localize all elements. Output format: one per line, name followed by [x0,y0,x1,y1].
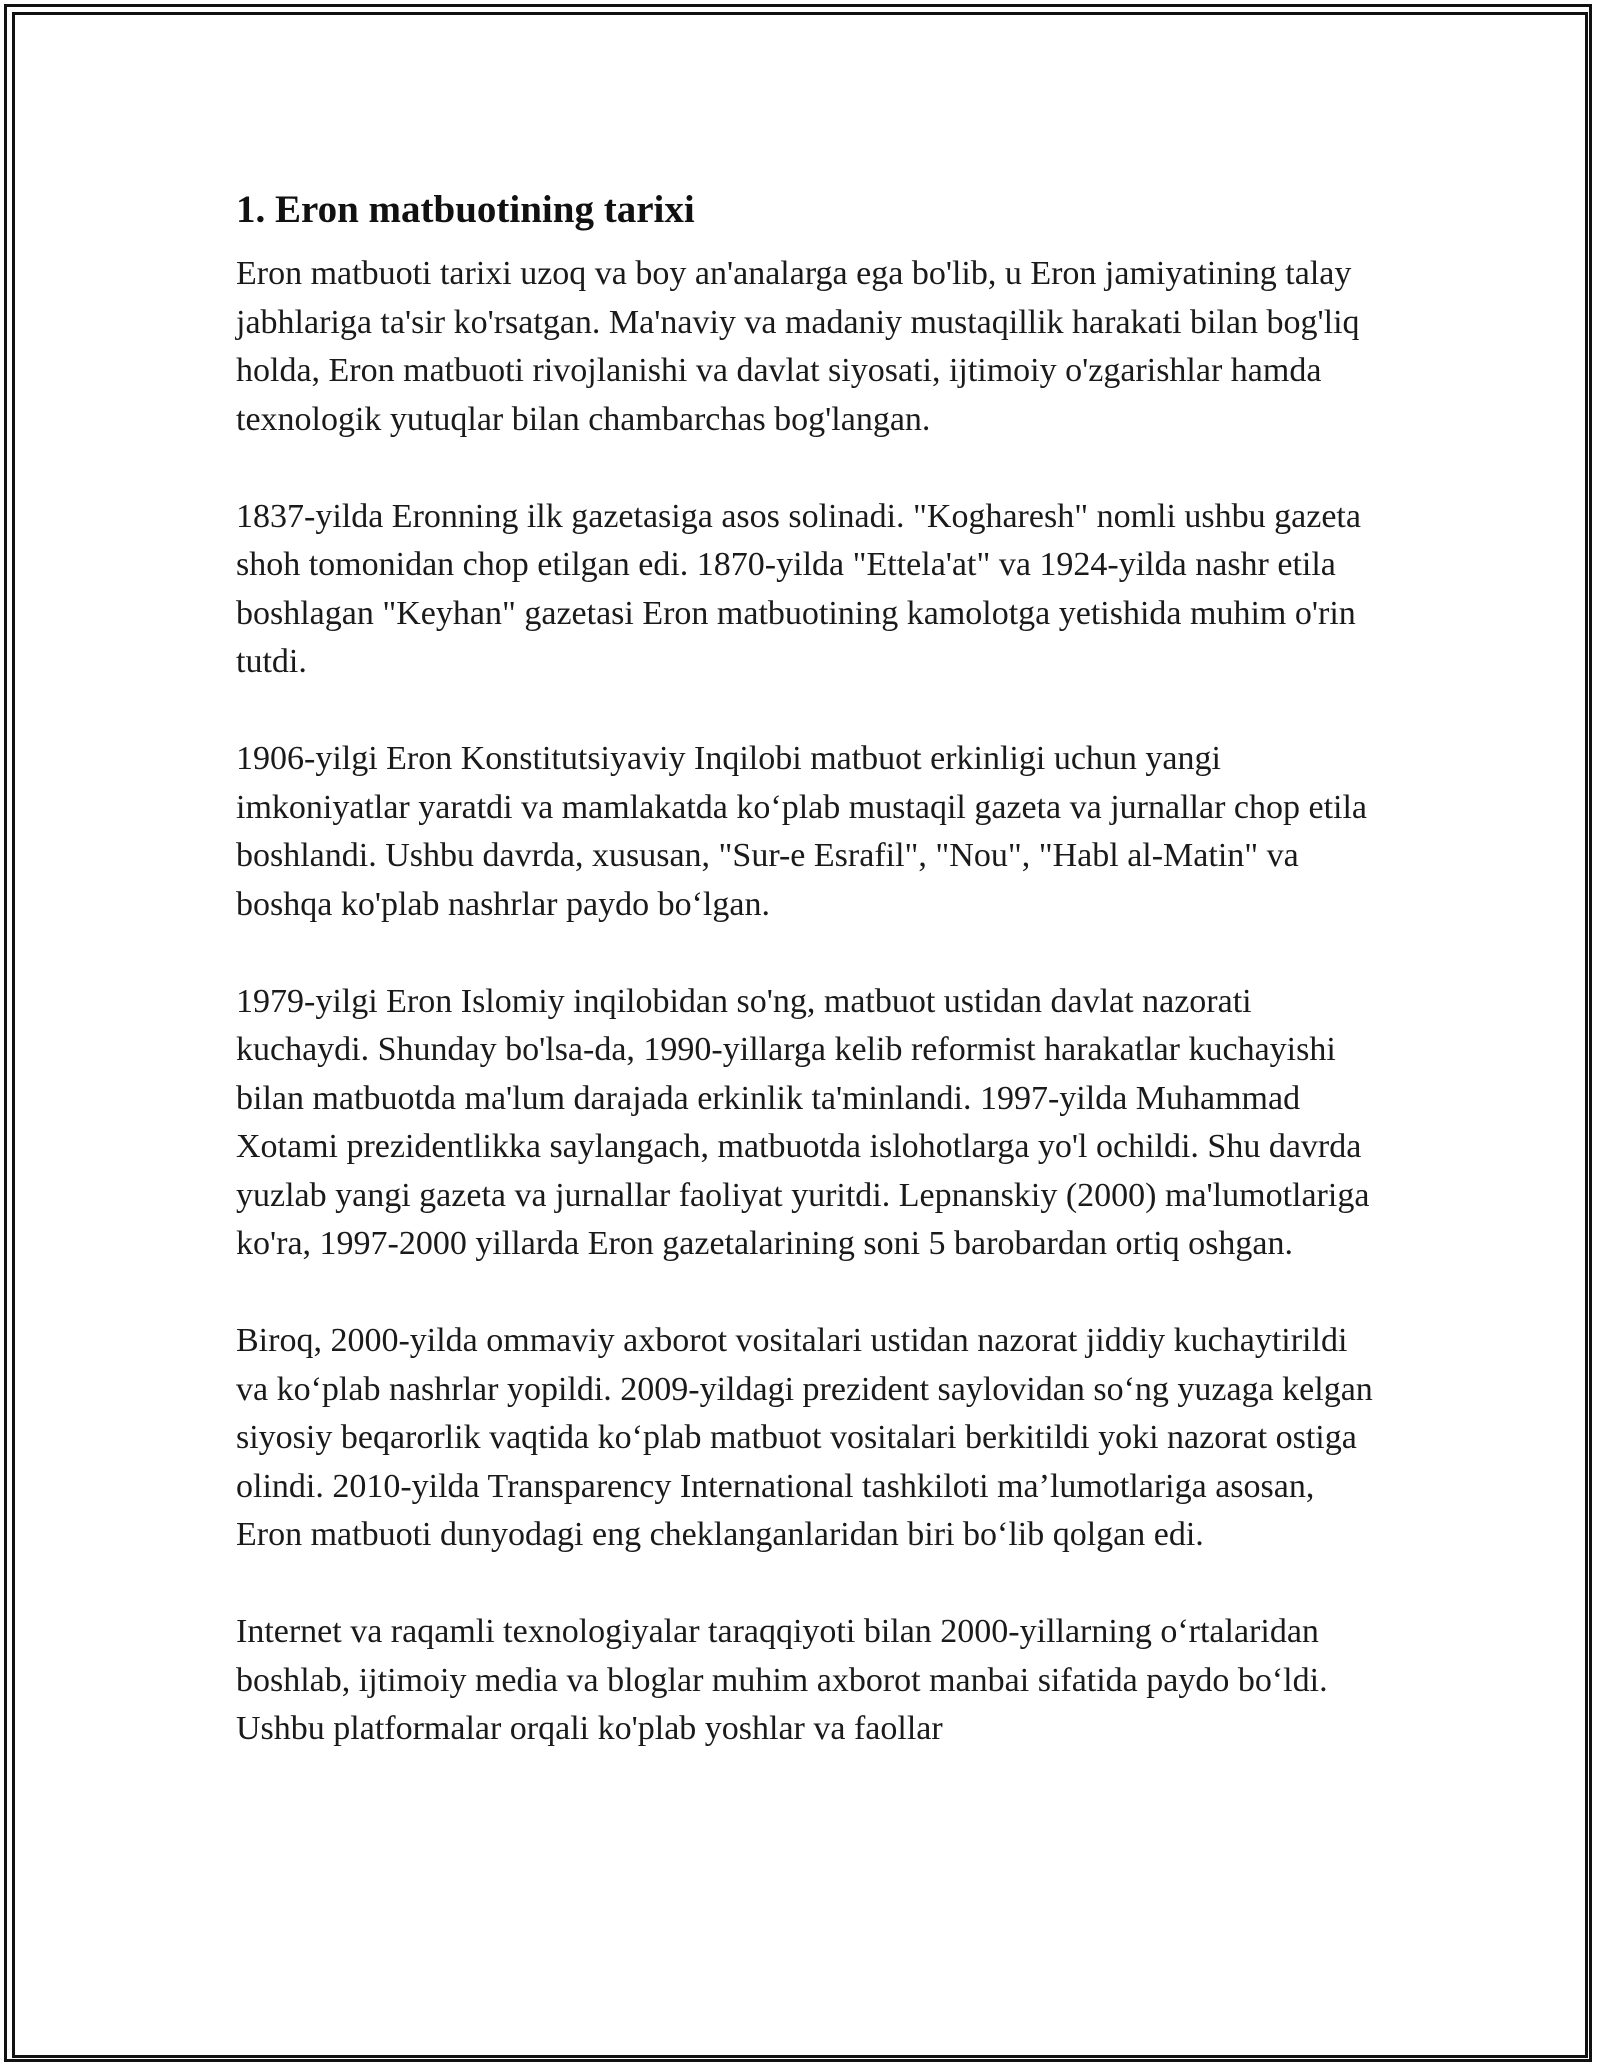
paragraph-press-restrictions: Biroq, 2000-yilda ommaviy axborot vositalari ustidan nazorat jiddiy kuchaytirildi va ko‘plab nashrlar yopildi. 2009-yildagi prezident saylovidan so‘ng yuzaga kelgan siyosiy beqarorlik vaqtida ko‘plab matbuot vositalari berkitildi yoki nazorat ostiga olindi. 2010-yilda Transparency International tashkiloti ma’lumotlariga asosan, Eron matbuoti dunyodagi eng cheklanganlaridan biri bo‘lib qolgan edi. [236,1322,1373,1553]
section-heading: 1. Eron matbuotining tarixi [236,188,695,231]
paragraph-constitutional-revolution: 1906-yilgi Eron Konstitutsiyaviy Inqilobi matbuot erkinligi uchun yangi imkoniyatlar yaratdi va mamlakatda ko‘plab mustaqil gazeta va jurnallar chop etila boshlandi. Ushbu davrda, xususan, "Sur-e Esrafil", "Nou", "Habl al-Matin" va boshqa ko'plab nashrlar paydo bo‘lgan. [236,740,1368,923]
paragraph-intro: Eron matbuoti tarixi uzoq va boy an'analarga ega bo'lib, u Eron jamiyatining talay jabhlariga ta'sir ko'rsatgan. Ma'naviy va madaniy mustaqillik harakati bilan bog'liq holda, Eron matbuoti rivojlanishi va davlat siyosati, ijtimoiy o'zgarishlar hamda texnologik yutuqlar bilan chambarchas bog'langan. [236,255,1360,438]
document-body [236,180,1376,1802]
paragraph-first-newspaper: 1837-yilda Eronning ilk gazetasiga asos solinadi. "Kogharesh" nomli ushbu gazeta shoh tomonidan chop etilgan edi. 1870-yilda "Ettela'at" va 1924-yilda nashr etila boshlagan "Keyhan" gazetasi Eron matbuotining kamolotga yetishida muhim o'rin tutdi. [236,497,1361,680]
paragraph-islamic-revolution: 1979-yilgi Eron Islomiy inqilobidan so'ng, matbuot ustidan davlat nazorati kuchaydi. Shunday bo'lsa-da, 1990-yillarga kelib reformist harakatlar kuchayishi bilan matbuotda ma'lum darajada erkinlik ta'minlandi. 1997-yilda Muhammad Xotami prezidentlikka saylangach, matbuotda islohotlarga yo'l ochildi. Shu davrda yuzlab yangi gazeta va jurnallar faoliyat yuritdi. Lepnanskiy (2000) ma'lumotlariga ko'ra, 1997-2000 yillarda Eron gazetalarining soni 5 barobardan ortiq oshgan. [236,982,1370,1262]
paragraph-internet-media: Internet va raqamli texnologiyalar taraqqiyoti bilan 2000-yillarning o‘rtalaridan boshlab, ijtimoiy media va bloglar muhim axborot manbai sifatida paydo bo‘ldi. Ushbu platformalar orqali ko'plab yoshlar va faollar [236,1613,1328,1747]
